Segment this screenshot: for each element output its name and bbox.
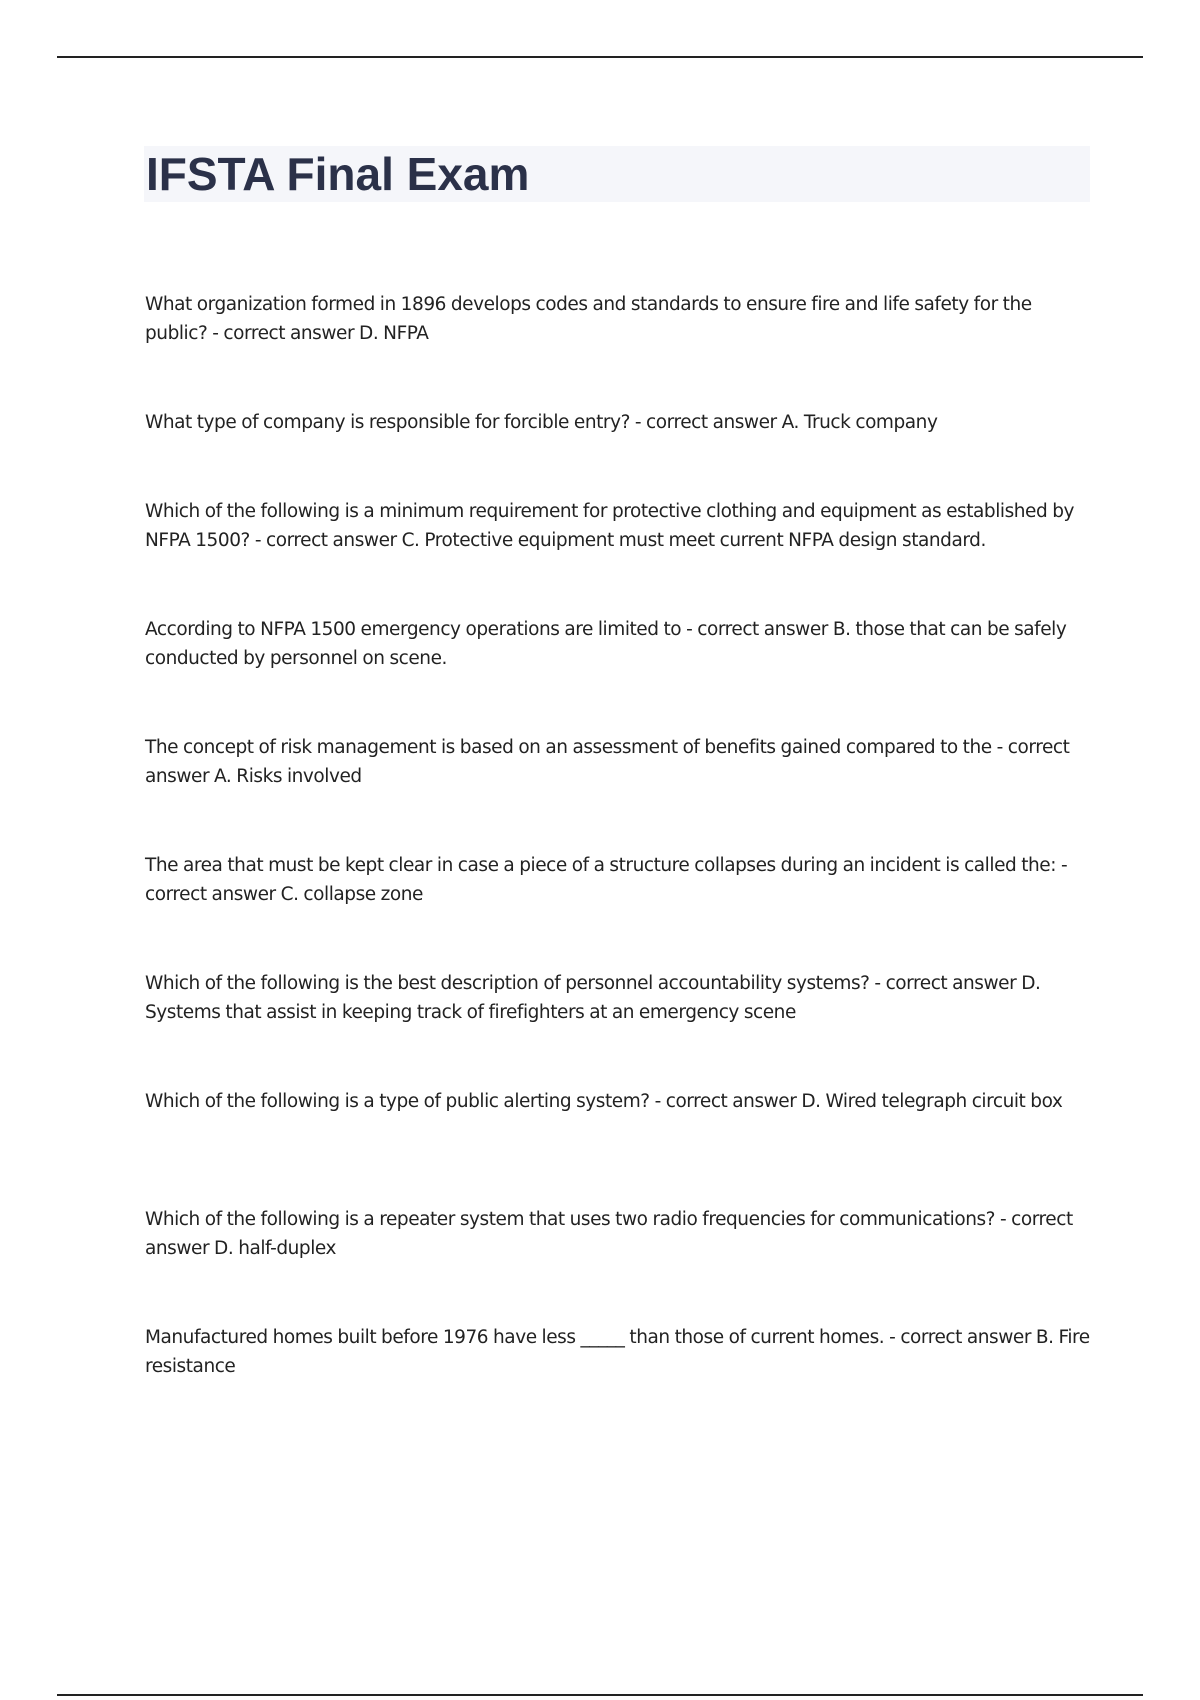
question-item: Which of the following is the best description of personnel accountability systems? - correct answer D. Systems that assist in keeping track of firefighters at an emergency scene [145,973,1041,1023]
top-rule [57,56,1143,58]
question-item: Which of the following is a minimum requirement for protective clothing and equipment as established by NFPA 1500? - correct answer C. Protective equipment must meet current NFPA design standard. [145,501,1074,551]
question-item: Manufactured homes built before 1976 have less _____ than those of current homes. - correct answer B. Fire resistance [145,1327,1090,1377]
question-item: According to NFPA 1500 emergency operations are limited to - correct answer B. those that can be safely conducted by personnel on scene. [145,619,1067,669]
bottom-rule [57,1694,1143,1696]
question-item: What type of company is responsible for forcible entry? - correct answer A. Truck company [145,412,938,433]
question-item: The concept of risk management is based on an assessment of benefits gained compared to the - correct answer A. Risks involved [145,737,1070,787]
question-item: The area that must be kept clear in case a piece of a structure collapses during an incident is called the: - correct answer C. collapse zone [145,855,1068,905]
page-title: IFSTA Final Exam [146,148,530,200]
question-item: What organization formed in 1896 develops codes and standards to ensure fire and life safety for the public? - correct answer D. NFPA [145,294,1032,344]
question-item: Which of the following is a repeater system that uses two radio frequencies for communications? - correct answer D. half-duplex [145,1209,1073,1259]
question-list [145,290,1095,1441]
question-item: Which of the following is a type of public alerting system? - correct answer D. Wired telegraph circuit box [145,1091,1063,1112]
